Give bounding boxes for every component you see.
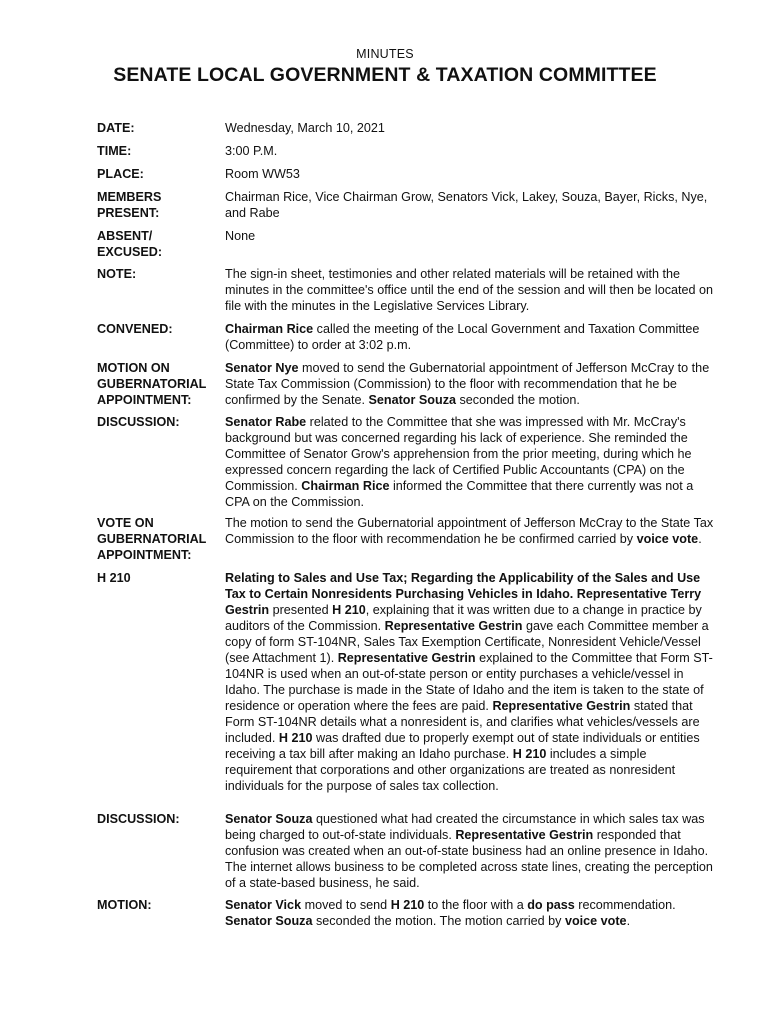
text-run: moved to send the Gubernatorial appointment of Jefferson McCray to the State Tax Commission (Commission) to the floor with recommendation that he be confirmed by the Senate. [225,361,710,407]
text-run: 3:00 P.M. [225,144,278,158]
text-run: questioned what had created the circumstance in which sales tax was being charged to out-of-state individuals. [225,812,705,842]
text-run: Room WW53 [225,167,300,181]
row-value [225,570,717,794]
text-run: . [626,914,631,928]
row-label: DISCUSSION: [97,415,180,429]
row-label: DISCUSSION: [97,812,180,826]
text-run: . [698,532,702,546]
text-run: None [225,229,256,243]
row-value [225,515,717,547]
text-run: moved to send [301,898,391,912]
row-label: VOTE ON GUBERNATORIAL APPOINTMENT: [97,516,207,562]
bold-text-run: Representative Gestrin [455,828,594,842]
text-run: related to the Committee that she was impressed with Mr. McCray's background but was concerned regarding his lack of experience. She reminded the Committee of Senator Grow's apprehension from the prior meeting, during which he expressed concern regarding the lack of Certified Public Accountants (CPA) on the Commission. [225,415,692,493]
text-run: , explaining that it was written due to a change in practice by auditors of the Commission. [225,603,702,633]
bold-text-run: Representative Terry Gestrin [225,587,702,617]
bold-text-run: Senator Souza [225,914,313,928]
bold-text-run: Senator Vick [225,898,302,912]
bold-text-run: Representative Gestrin [384,619,523,633]
bold-text-run: H 210 [512,747,547,761]
row-label: PLACE: [97,167,144,181]
row-value [225,897,717,929]
text-run: explained to the Committee that Form ST-104NR is used when an out-of-state person or entity purchases a vehicle/vessel in Idaho. The purchase is made in the State of Idaho and the item is taken to the state of residence or operation where the fees are paid. [225,651,713,713]
bold-text-run: Representative Gestrin [337,651,476,665]
text-run: gave each Committee member a copy of form ST-104NR, Sales Tax Exemption Certificate, Nonresident Vehicle/Vessel (see Attachment 1). [225,619,709,665]
text-run: The motion to send the Gubernatorial appointment of Jefferson McCray to the State Tax Commission to the floor with recommendation he be confirmed carried by [225,516,714,546]
bold-text-run: H 210 [278,731,313,745]
text-run: Wednesday, March 10, 2021 [225,121,385,135]
committee-title: SENATE LOCAL GOVERNMENT & TAXATION COMMITTEE [113,64,657,86]
row-value [225,228,717,244]
row-value [225,321,717,353]
bold-text-run: voice vote [636,532,699,546]
bold-text-run: Senator Souza [225,812,313,826]
bold-text-run: Senator Nye [225,361,299,375]
bold-text-run: Representative Gestrin [492,699,631,713]
bold-text-run: do pass [527,898,575,912]
row-label: MOTION ON GUBERNATORIAL APPOINTMENT: [97,361,207,407]
text-run: presented [269,603,333,617]
row-value [225,414,717,510]
row-label: NOTE: [97,267,137,281]
row-value [225,120,717,136]
text-run: includes a simple requirement that corporations and other organizations are treated as nonresident individuals for the purpose of sales tax collection. [225,747,676,793]
row-label: MOTION: [97,898,152,912]
text-run: responded that confusion was created when an out-of-state business had an online presence in Idaho. The internet allows business to be completed across state lines, creating the perception of a state-based business, he said. [225,828,713,890]
bold-text-run: H 210 [390,898,425,912]
row-value [225,360,717,408]
text-run: to the floor with a [424,898,528,912]
row-label: TIME: [97,144,132,158]
bold-text-run: voice vote [564,914,627,928]
bold-text-run: Relating to Sales and Use Tax; Regarding the Applicability of the Sales and Use Tax to Certain Nonresidents Purchasing Vehicles in Idaho. [225,571,701,601]
text-run: stated that Form ST-104NR details what a nonresident is, and clarifies what vehicles/vessels are included. [225,699,700,745]
row-value [225,266,717,314]
row-label: CONVENED: [97,322,173,336]
bold-text-run: Chairman Rice [225,322,314,336]
row-value [225,166,717,182]
text-run: called the meeting of the Local Government and Taxation Committee (Committee) to order at 3:02 p.m. [225,322,700,352]
row-label: ABSENT/ EXCUSED: [97,229,163,259]
bold-text-run: Senator Rabe [225,415,307,429]
text-run: recommendation. [574,898,676,912]
text-run: seconded the motion. The motion carried by [312,914,565,928]
bold-text-run: Chairman Rice [301,479,390,493]
row-label: MEMBERS PRESENT: [97,190,162,220]
row-label: H 210 [97,571,131,585]
row-value [225,189,717,221]
text-run: was drafted due to properly exempt out of state individuals or entities receiving a tax bill after making an Idaho purchase. [225,731,700,761]
bold-text-run: H 210 [332,603,366,617]
text-run: informed the Committee that there currently was not a CPA on the Commission. [225,479,694,509]
row-value [225,811,717,891]
text-run: seconded the motion. [456,393,580,407]
text-run: Chairman Rice, Vice Chairman Grow, Senators Vick, Lakey, Souza, Bayer, Ricks, Nye, and Rabe [225,190,708,220]
minutes-heading: MINUTES [356,47,414,61]
row-value [225,143,717,159]
bold-text-run: Senator Souza [368,393,456,407]
row-label: DATE: [97,121,135,135]
text-run: The sign-in sheet, testimonies and other related materials will be retained with the minutes in the committee's office until the end of the session and will then be located on file with the minutes in the Legislative Services Library. [225,267,714,313]
